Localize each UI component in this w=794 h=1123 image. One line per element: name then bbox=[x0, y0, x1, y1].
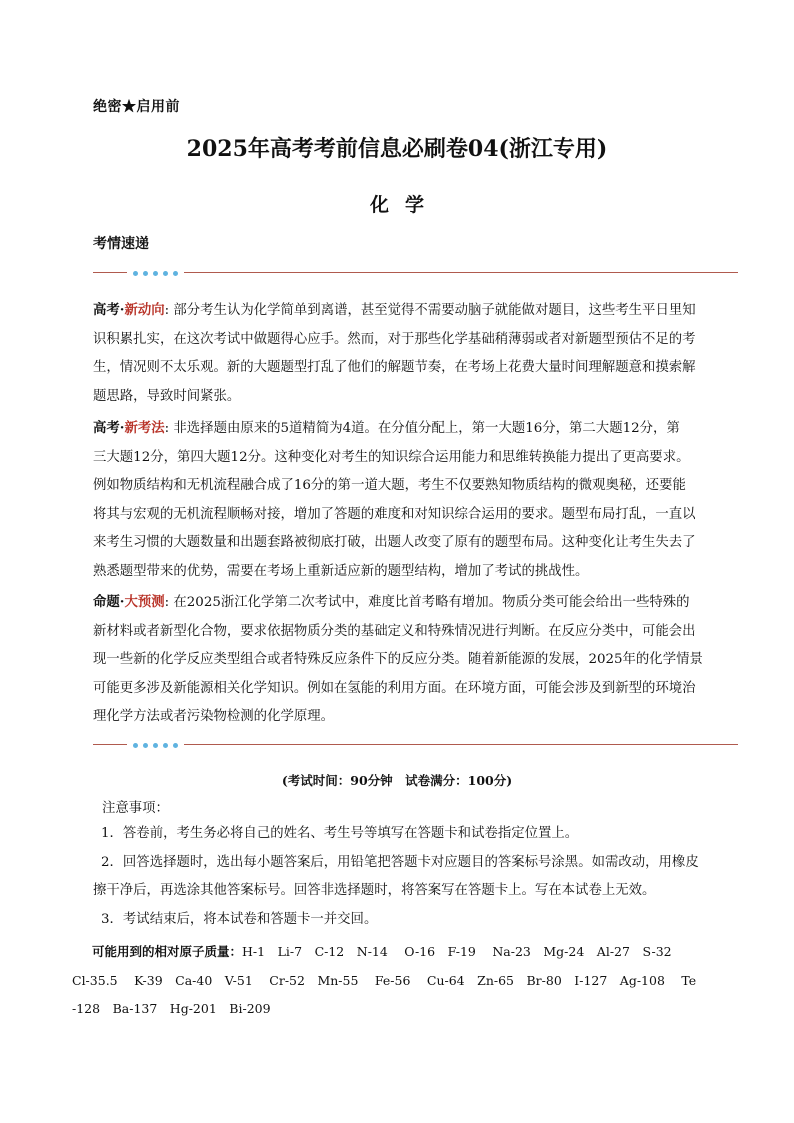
paragraph-line: 例如物质结构和无机流程融合成了16分的第一道大题，考生不仅要熟知物质结构的微观奥秘，还要能 bbox=[93, 478, 686, 493]
paragraph-text: : 部分考生认为化学简单到离谱，甚至觉得不需要动脑子就能做对题目，这些考生平日里知 bbox=[164, 303, 696, 318]
divider-dots bbox=[127, 739, 184, 751]
notice-list bbox=[93, 820, 738, 934]
atomic-masses-line bbox=[72, 938, 737, 967]
paragraph-line: 三大题12分，第四大题12分。这种变化对考生的知识综合运用能力和思维转换能力提出了更高要求。 bbox=[93, 449, 690, 465]
dot-icon bbox=[153, 271, 158, 276]
dot-icon bbox=[133, 271, 138, 276]
divider-line bbox=[93, 272, 738, 273]
dot-icon bbox=[163, 271, 168, 276]
atomic-masses-lead: 可能用到的相对原子质量： bbox=[92, 944, 243, 959]
paragraph-new-method bbox=[93, 414, 738, 586]
paragraph-line: 可能更多涉及新能源相关化学知识。例如在氢能的利用方面。在环境方面，可能会涉及到新型的环境治 bbox=[93, 680, 696, 696]
paragraph-line: 现一些新的化学反应类型组合或者特殊反应条件下的反应分类。随着新能源的发展，2025年的化学情景 bbox=[93, 652, 703, 667]
atomic-masses-line: -128 Ba-137 Hg-201 Bi-209 bbox=[72, 1001, 271, 1016]
section-divider-top bbox=[93, 267, 738, 279]
divider-line bbox=[93, 744, 738, 745]
paragraph-new-trend bbox=[93, 296, 738, 411]
paragraph-line: 来考生习惯的大题数量和出题套路被彻底打破，出题人改变了原有的题型布局。这种变化让考生失去了 bbox=[93, 535, 696, 550]
atomic-masses-values: H-1 Li-7 C-12 N-14 O-16 F-19 Na-23 Mg-24 Al-27 S-32 bbox=[242, 944, 672, 959]
paragraph-accent: 大预测 bbox=[124, 594, 165, 610]
dot-icon bbox=[173, 743, 178, 748]
paragraph-line bbox=[93, 296, 738, 326]
paragraph-line: 新材料或者新型化合物，要求依据物质分类的基础定义和特殊情况进行判断。在反应分类中，可能会出 bbox=[93, 623, 696, 639]
divider-dots bbox=[127, 267, 184, 279]
paragraph-line: 熟悉题型带来的优势，需要在考场上重新适应新的题型结构，增加了考试的挑战性。 bbox=[93, 563, 589, 579]
notice-item: 1．答卷前，考生务必将自己的姓名、考生号等填写在答题卡和试卷指定位置上。 bbox=[101, 826, 579, 841]
paragraph-line bbox=[93, 588, 738, 618]
paragraph-line: 将其与宏观的无机流程顺畅对接，增加了答题的难度和对知识综合运用的要求。题型布局打乱，一直以 bbox=[93, 506, 696, 522]
paragraph-lead: 命题· bbox=[93, 594, 125, 610]
atomic-masses bbox=[72, 938, 737, 1024]
notice-item: 3．考试结束后，将本试卷和答题卡一并交回。 bbox=[101, 911, 378, 927]
dot-icon bbox=[143, 743, 148, 748]
atomic-masses-line: Cl-35.5 K-39 Ca-40 V-51 Cr-52 Mn-55 Fe-56 Cu-64 Zn-65 Br-80 I-127 Ag-108 Te bbox=[72, 972, 697, 988]
exam-info: (考试时间：90分钟 试卷满分：100分) bbox=[281, 773, 513, 788]
dot-icon bbox=[143, 271, 148, 276]
dot-icon bbox=[163, 743, 168, 748]
paragraph-lead: 高考· bbox=[93, 302, 125, 318]
subject-title: 化学 bbox=[369, 194, 440, 216]
paragraph-text: : 非选择题由原来的5道精简为4道。在分值分配上，第一大题16分，第二大题12分，第 bbox=[164, 421, 680, 436]
paragraph-text: : 在2025浙江化学第二次考试中，难度比首考略有增加。物质分类可能会给出一些特殊的 bbox=[164, 595, 690, 610]
dot-icon bbox=[133, 743, 138, 748]
paragraph-line: 生，情况则不太乐观。新的大题题型打乱了他们的解题节奏，在考场上花费大量时间理解题意和摸索解 bbox=[93, 360, 696, 375]
paragraph-line: 理化学方法或者污染物检测的化学原理。 bbox=[93, 709, 335, 724]
notice-title: 注意事项： bbox=[102, 801, 169, 816]
paragraph-accent: 新动向 bbox=[124, 302, 165, 318]
paragraph-prediction bbox=[93, 588, 738, 732]
paragraph-lead: 高考· bbox=[93, 420, 125, 436]
paragraph-line bbox=[93, 414, 738, 444]
notice-item-continued: 擦干净后，再选涂其他答案标号。回答非选择题时，将答案写在答题卡上。写在本试卷上无效。 bbox=[93, 883, 656, 898]
paragraph-accent: 新考法 bbox=[124, 420, 165, 436]
dot-icon bbox=[173, 271, 178, 276]
section-divider-bottom bbox=[93, 739, 738, 751]
dot-icon bbox=[153, 743, 158, 748]
section-heading: 考情速递 bbox=[93, 236, 149, 252]
paragraph-line: 识积累扎实，在这次考试中做题得心应手。然而，对于那些化学基础稍薄弱或者对新题型预估不足的考 bbox=[93, 331, 696, 347]
secret-label: 绝密★启用前 bbox=[93, 99, 180, 115]
page-title: 2025年高考考前信息必刷卷04(浙江专用) bbox=[186, 136, 608, 162]
notice-item: 2．回答选择题时，选出每小题答案后，用铅笔把答题卡对应题目的答案标号涂黑。如需改动，用橡皮 bbox=[101, 854, 699, 870]
paragraph-line: 题思路，导致时间紧张。 bbox=[93, 388, 241, 404]
